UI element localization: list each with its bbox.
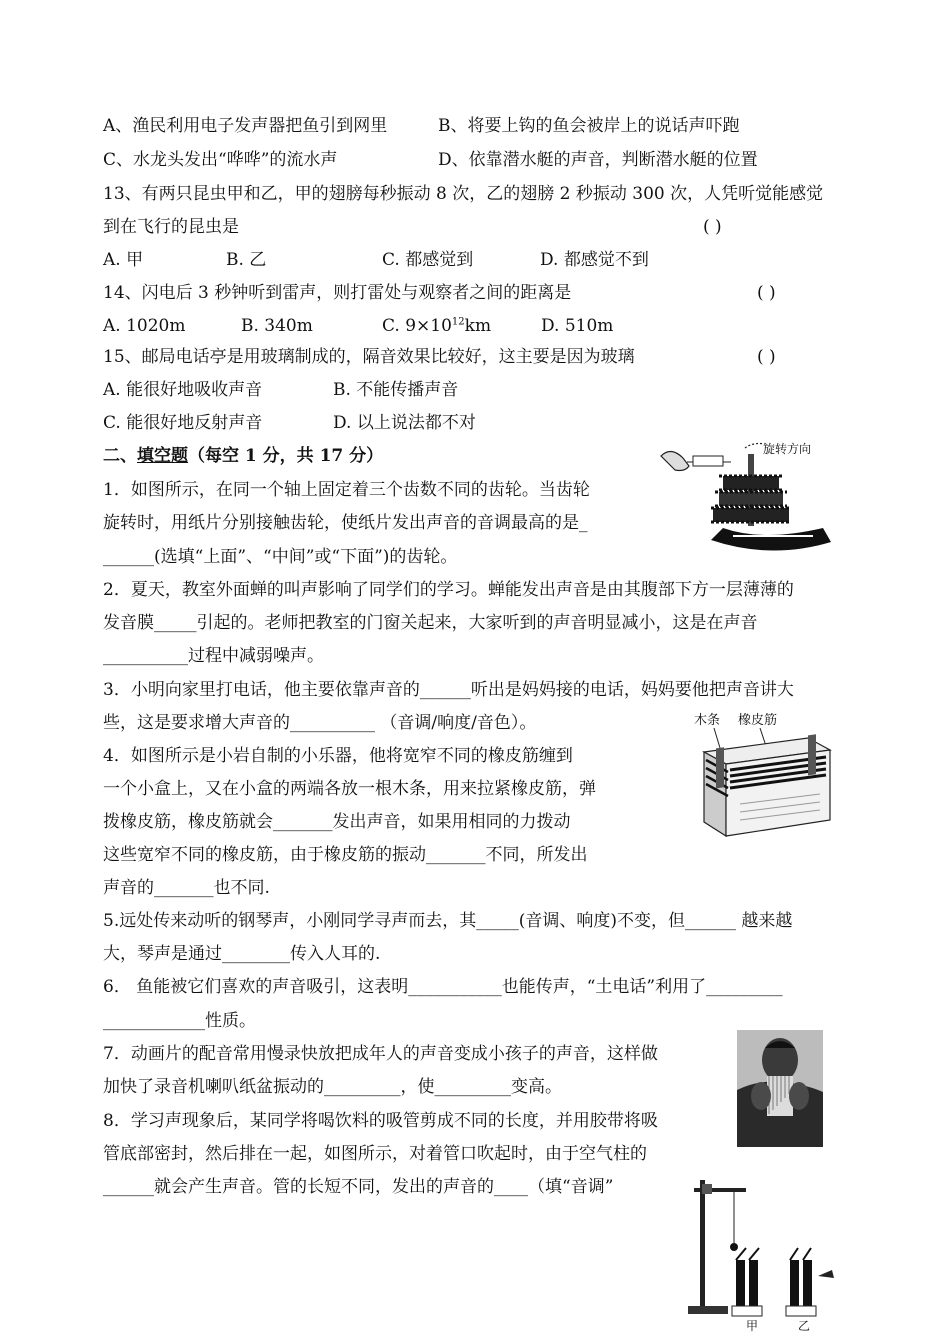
fill4-line5: 声音的_______也不同. xyxy=(103,878,270,898)
q13-stem-line2: 到在飞行的昆虫是 xyxy=(103,217,239,237)
fill4-line3: 拨橡皮筋，橡皮筋就会_______发出声音，如果用相同的力拨动 xyxy=(103,812,571,832)
q14-stem: 14、闪电后 3 秒钟听到雷声，则打雷处与观察者之间的距离是 xyxy=(103,283,572,303)
q14-answer-paren: ( ) xyxy=(757,283,776,303)
q13-option-b: B. 乙 xyxy=(226,250,267,270)
fill4-line2: 一个小盒上，又在小盒的两端各放一根木条，用来拉紧橡皮筋，弹 xyxy=(103,779,596,799)
q12-option-c: C、水龙头发出“哗哗”的流水声 xyxy=(103,150,338,170)
fork-label-a: 甲 xyxy=(746,1319,759,1333)
tuning-fork-pendulum-figure xyxy=(688,1172,840,1335)
boy-blowing-straws-photo xyxy=(737,1030,823,1147)
fill2-line3: __________过程中减弱噪声。 xyxy=(103,646,324,666)
q12-option-b: B、将要上钩的鱼会被岸上的说话声吓跑 xyxy=(438,116,740,136)
q14-option-b: B. 340m xyxy=(241,316,313,336)
q15-option-d: D. 以上说法都不对 xyxy=(333,413,476,433)
q12-option-d: D、依靠潜水艇的声音，判断潜水艇的位置 xyxy=(438,150,758,170)
fill5-line2: 大，琴声是通过________传入人耳的. xyxy=(103,944,381,964)
fill2-line2: 发音膜_____引起的。老师把教室的门窗关起来，大家听到的声音明显减小，这是在声音 xyxy=(103,613,758,633)
q13-option-c: C. 都感觉到 xyxy=(382,250,474,270)
fill6-line2: ____________性质。 xyxy=(103,1011,256,1031)
q13-stem-line1: 13、有两只昆虫甲和乙，甲的翅膀每秒振动 8 次，乙的翅膀 2 秒振动 300 次，人凭听觉能感觉 xyxy=(103,184,824,204)
fill4-line4: 这些宽窄不同的橡皮筋，由于橡皮筋的振动_______不同，所发出 xyxy=(103,845,588,865)
q14-option-c: C. $9\times 10^{12}km$ xyxy=(382,316,492,336)
fill3-line1: 3．小明向家里打电话，他主要依靠声音的______听出是妈妈接的电话，妈妈要他把声音讲大 xyxy=(103,680,794,700)
q12-option-a: A、渔民利用电子发声器把鱼引到网里 xyxy=(103,116,388,136)
fill4-line1: 4．如图所示是小岩自制的小乐器，他将宽窄不同的橡皮筋缠到 xyxy=(103,746,573,766)
fill5-line1: 5.远处传来动听的钢琴声，小刚同学寻声而去，其_____(音调、响度)不变，但______ 越来越 xyxy=(103,911,793,931)
q15-stem: 15、邮局电话亭是用玻璃制成的，隔音效果比较好，这主要是因为玻璃 xyxy=(103,347,635,367)
fill1-line3: ______(选填“上面”、“中间”或“下面”)的齿轮。 xyxy=(103,547,458,567)
rubber-band-instrument-figure xyxy=(690,708,836,856)
q15-answer-paren: ( ) xyxy=(757,347,776,367)
fill2-line1: 2．夏天，教室外面蝉的叫声影响了同学们的学习。蝉能发出声音是由其腹部下方一层薄薄的 xyxy=(103,580,794,600)
q13-option-d: D. 都感觉不到 xyxy=(540,250,649,270)
q13-answer-paren: ( ) xyxy=(703,217,722,237)
fill3-line2: 些，这是要求增大声音的__________ （音调/响度/音色）。 xyxy=(103,713,537,733)
section-heading: 二、填空题（每空 1 分，共 17 分） xyxy=(103,446,384,466)
rubber-band-label: 橡皮筋 xyxy=(738,712,778,727)
fill8-line3: ______就会产生声音。管的长短不同，发出的声音的____（填“音调” xyxy=(103,1177,614,1197)
q13-option-a: A. 甲 xyxy=(103,250,144,270)
fork-label-b: 乙 xyxy=(798,1319,811,1333)
q15-option-b: B. 不能传播声音 xyxy=(333,380,459,400)
gear-figure-label: 旋转方向 xyxy=(763,442,812,456)
fill7-line2: 加快了录音机喇叭纸盆振动的_________，使_________变高。 xyxy=(103,1077,562,1097)
q15-option-c: C. 能很好地反射声音 xyxy=(103,413,263,433)
fill8-line1: 8．学习声现象后，某同学将喝饮料的吸管剪成不同的长度，并用胶带将吸 xyxy=(103,1111,658,1131)
fill1-line2: 旋转时，用纸片分别接触齿轮，使纸片发出声音的音调最高的是_ xyxy=(103,513,588,533)
fill8-line2: 管底部密封，然后排在一起，如图所示，对着管口吹起时，由于空气柱的 xyxy=(103,1144,647,1164)
fill7-line1: 7．动画片的配音常用慢录快放把成年人的声音变成小孩子的声音，这样做 xyxy=(103,1044,658,1064)
fill1-line1: 1．如图所示，在同一个轴上固定着三个齿数不同的齿轮。当齿轮 xyxy=(103,480,590,500)
q15-option-a: A. 能很好地吸收声音 xyxy=(103,380,263,400)
fill6-line1: 6． 鱼能被它们喜欢的声音吸引，这表明___________也能传声，“土电话”利用了_________ xyxy=(103,977,783,997)
gear-figure xyxy=(653,436,835,554)
wood-strip-label: 木条 xyxy=(694,712,721,727)
q14-option-a: A. 1020m xyxy=(103,316,186,336)
q14-option-d: D. 510m xyxy=(541,316,614,336)
